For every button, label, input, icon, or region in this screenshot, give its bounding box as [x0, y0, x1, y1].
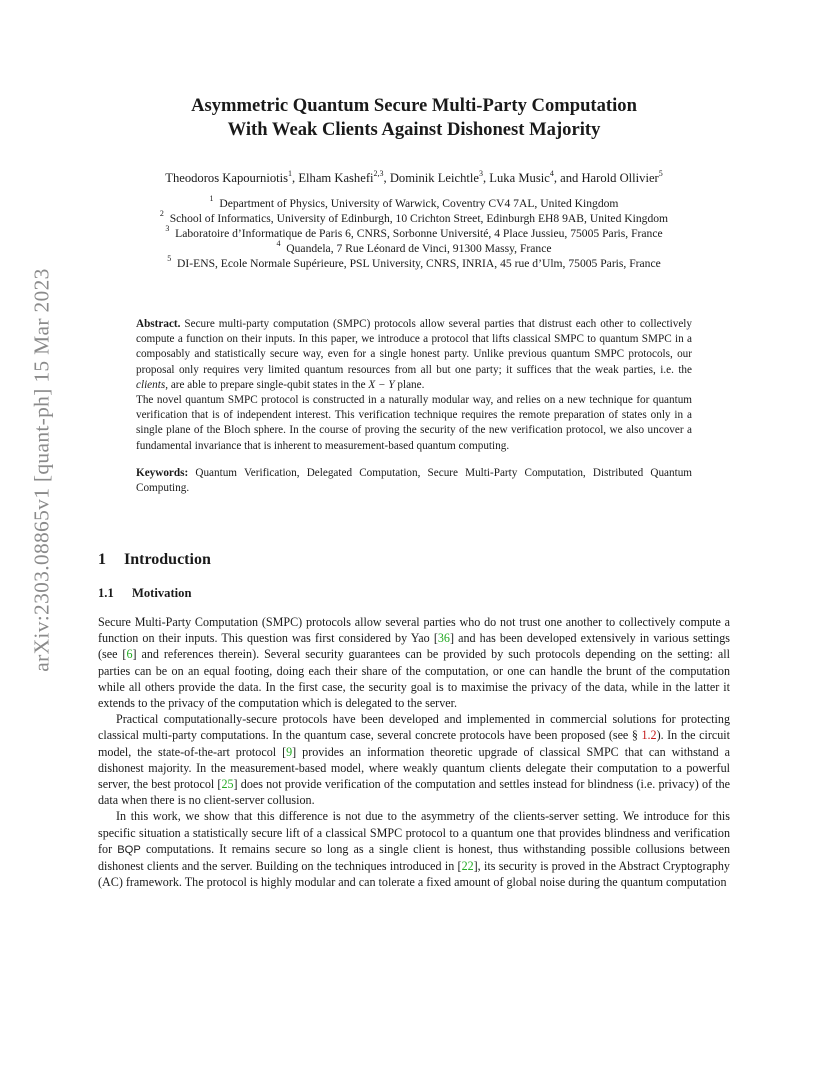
paragraph: Secure Multi-Party Computation (SMPC) protocols allow several parties who do not trust one another to collectively compute a function on their inputs. This question was first considered by Yao [36] and has been developed extensively in various settings (see [6] and references therein). Several security guarantees can be provided by such protocols depending on the setting: all parties can be on an equal footing, doing each their share of the computation, or one can handle the brunt of the computation while all others provide the data. In the first case, the security goal is to maximise the privacy of the data, while in the latter it extends to the privacy of the computation which is delegated to the server.	[98, 615, 730, 711]
affiliation: $^2$ School of Informatics, University of Edinburgh, 10 Crichton Street, Edinburgh EH8 9AB, United Kingdom	[159, 209, 669, 225]
author-list	[100, 169, 728, 187]
paragraph: In this work, we show that this difference is not due to the asymmetry of the clients-server setting. We introduce for this specific situation a statistically secure lift of a classical SMPC protocol to a quantum one that provides blindness and verification for BQP computations. It remains secure so long as a single client is honest, thus withstanding possible collusions between dishonest clients and the server. Building on the techniques introduced in [22], its security is proved in the Abstract Cryptography (AC) framework. The protocol is highly modular and can tolerate a fixed amount of global noise during the quantum computation	[98, 809, 731, 890]
abstract-paragraph-2: The novel quantum SMPC protocol is constructed in a naturally modular way, and relies on a new technique for quantum verification that is of independent interest. This verification technique requires the remote preparation of states only in a single plane of the Bloch sphere. In the course of proving the security of the new verification protocol, we also uncover a fundamental invariance that is inherent to measurement-based quantum computing.	[136, 394, 692, 452]
author: Dominik Leichtle$^3$,	[389, 168, 490, 185]
citation-link[interactable]: 9	[286, 744, 293, 759]
abstract-label: Abstract.	[136, 318, 181, 330]
complexity-class: BQP	[117, 843, 141, 856]
author: Luka Music$^4$, and	[489, 168, 582, 185]
arxiv-side-stamp	[22, 270, 62, 670]
paper-title	[100, 94, 728, 142]
section-heading: 1 Introduction	[98, 551, 211, 568]
keywords-label: Keywords:	[136, 466, 189, 479]
paragraph: Practical computationally-secure protocols have been developed and implemented in commercial solutions for protecting classical multi-party computations. In the quantum case, several concrete protocols have been proposed (see § 1.2). In the circuit model, the state-of-the-art protocol [9] provides an information theoretic upgrade of classical SMPC that can withstand a dishonest majority. In the measurement-based model, where weakly quantum clients delegate their computation to a powerful server, the best protocol [25] does not provide verification of the computation and settles instead for blindness (i.e. privacy) of the data when there is no client-server collusion.	[98, 712, 730, 808]
section-reference-link[interactable]: 1.2	[641, 728, 657, 743]
arxiv-identifier[interactable]: arXiv:2303.08865v1 [quant-ph] 15 Mar 2023	[29, 268, 54, 672]
author: Harold Ollivier$^5$	[581, 168, 663, 185]
affiliation-list	[100, 194, 728, 272]
author: Elham Kashefi$^{2,3}$,	[298, 168, 390, 185]
math-expression: X − Y	[368, 378, 395, 391]
subsection-heading: 1.1 Motivation	[98, 586, 192, 600]
keywords: Keywords: Quantum Verification, Delegated Computation, Secure Multi-Party Computation, Distributed Quantum Computing.	[136, 466, 692, 495]
affiliation: $^3$ Laboratoire d’Informatique de Paris 6, CNRS, Sorbonne Université, 4 Place Jussieu, 75005 Paris, France	[165, 223, 663, 240]
body-text	[98, 614, 730, 890]
author: Theodoros Kapourniotis$^1$,	[165, 168, 299, 185]
citation-link[interactable]: 6	[126, 647, 133, 662]
affiliation: $^5$ DI-ENS, Ecole Normale Supérieure, PSL University, CNRS, INRIA, 45 rue d’Ulm, 75005 Paris, France	[167, 253, 661, 270]
affiliation: $^4$ Quandela, 7 Rue Léonard de Vinci, 91300 Massy, France	[276, 238, 552, 255]
citation-link[interactable]: 25	[221, 777, 234, 792]
affiliation: $^1$ Department of Physics, University of Warwick, Coventry CV4 7AL, United Kingdom	[209, 194, 619, 210]
title-line-2: With Weak Clients Against Dishonest Majority	[227, 119, 601, 140]
abstract-paragraph-1: Abstract. Secure multi-party computation (SMPC) protocols allow several parties that distrust each other to collectively compute a function on their inputs. In this paper, we introduce a protocol that lifts classical SMPC to quantum SMPC in a composably and statistically secure way, even for a single honest party. Unlike previous quantum SMPC protocols, our proposal only requires very limited quantum resources from all but one party; it suffices that the weak parties, i.e. the clients, are able to prepare single-qubit states in the X − Y plane.	[136, 318, 693, 391]
citation-link[interactable]: 22	[461, 859, 474, 874]
title-line-1: Asymmetric Quantum Secure Multi-Party Computation	[191, 95, 637, 116]
abstract	[136, 317, 692, 496]
citation-link[interactable]: 36	[437, 631, 450, 646]
